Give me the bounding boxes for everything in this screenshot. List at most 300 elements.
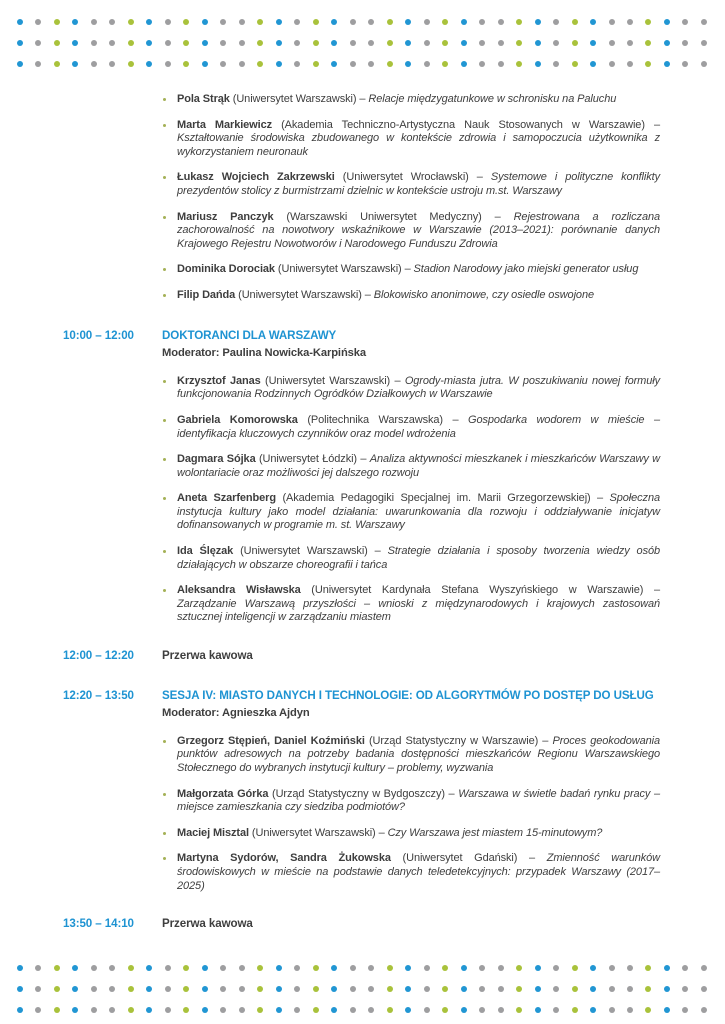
deco-dot-icon <box>645 1007 651 1013</box>
speaker-name: Aleksandra Wisławska <box>177 584 312 597</box>
speaker-name: Gabriela Komorowska <box>177 413 308 426</box>
deco-dot-icon <box>109 19 115 25</box>
speaker-affiliation: (Uniwersytet Warszawski) – <box>240 545 388 558</box>
dots-row <box>17 965 707 971</box>
talk-title: Kształtowanie środowiska zbudowanego w kontekście zdrowia i samopoczucia użytkownika z wykorzystaniem neuronauk <box>177 132 660 158</box>
talk-item <box>162 735 660 776</box>
bullet-icon <box>163 294 166 297</box>
dots-row <box>17 61 707 67</box>
talk-item <box>162 211 660 252</box>
deco-dot-icon <box>553 965 559 971</box>
deco-dot-icon <box>498 61 504 67</box>
section-body <box>162 917 660 931</box>
deco-dot-icon <box>498 19 504 25</box>
speaker-affiliation: (Politechnika Warszawska) – <box>307 413 469 426</box>
deco-dot-icon <box>239 1007 245 1013</box>
speaker-name: Marta Markiewicz <box>177 118 282 131</box>
deco-dot-icon <box>516 986 522 992</box>
speaker-name: Filip Dańda <box>177 288 239 301</box>
deco-dot-icon <box>461 986 467 992</box>
talk-text <box>177 735 660 776</box>
talk-item <box>162 827 660 841</box>
deco-dot-icon <box>664 61 670 67</box>
deco-dot-icon <box>553 986 559 992</box>
deco-dot-icon <box>424 19 430 25</box>
deco-dot-icon <box>627 40 633 46</box>
deco-dot-icon <box>553 19 559 25</box>
talk-item <box>162 788 660 815</box>
deco-dot-icon <box>516 61 522 67</box>
bullet-icon <box>163 497 166 500</box>
deco-dot-icon <box>368 965 374 971</box>
deco-dot-icon <box>627 61 633 67</box>
deco-dot-icon <box>331 19 337 25</box>
section-body <box>162 649 660 663</box>
deco-dot-icon <box>17 965 23 971</box>
talk-text <box>177 93 660 107</box>
deco-dot-icon <box>682 40 688 46</box>
deco-dot-icon <box>165 965 171 971</box>
deco-dot-icon <box>535 965 541 971</box>
bullet-icon <box>163 740 166 743</box>
deco-dot-icon <box>17 61 23 67</box>
deco-dot-icon <box>627 986 633 992</box>
talk-text <box>177 545 660 572</box>
speaker-name: Maciej Misztal <box>177 826 252 839</box>
talk-list <box>162 93 660 303</box>
deco-dot-icon <box>350 1007 356 1013</box>
deco-dot-icon <box>146 1007 152 1013</box>
deco-dot-icon <box>572 19 578 25</box>
deco-dot-icon <box>17 19 23 25</box>
dots-row <box>17 40 707 46</box>
deco-dot-icon <box>91 965 97 971</box>
deco-dot-icon <box>202 19 208 25</box>
deco-dot-icon <box>220 19 226 25</box>
deco-dot-icon <box>701 19 707 25</box>
time-label: 10:00 – 12:00 <box>63 328 134 342</box>
bullet-icon <box>163 176 166 179</box>
deco-dot-icon <box>313 1007 319 1013</box>
deco-dot-icon <box>202 965 208 971</box>
deco-dot-icon <box>331 965 337 971</box>
deco-dot-icon <box>202 40 208 46</box>
deco-dot-icon <box>109 40 115 46</box>
deco-dot-icon <box>35 965 41 971</box>
talk-item <box>162 263 660 277</box>
talk-title: Systemowe i polityczne konflikty prezydentów stolicy z burmistrzami dzielnic w kontekście ustroju m.st. Warszawy <box>177 171 660 197</box>
deco-dot-icon <box>405 61 411 67</box>
break-title: Przerwa kawowa <box>162 649 253 663</box>
deco-dot-icon <box>220 40 226 46</box>
deco-dot-icon <box>54 965 60 971</box>
deco-dot-icon <box>109 965 115 971</box>
deco-dot-icon <box>442 19 448 25</box>
talk-title: Rejestrowana a rozliczana zachorowalność na nowotwory wskaźnikowe w Warszawie (2013–2021): porównanie danych Krajowego Rejestru Nowotworów i Narodowego Funduszu Zdrowia <box>177 210 661 250</box>
deco-dot-icon <box>35 61 41 67</box>
deco-dot-icon <box>701 965 707 971</box>
deco-dot-icon <box>54 19 60 25</box>
speaker-name: Aneta Szarfenberg <box>177 492 283 505</box>
break-title: Przerwa kawowa <box>162 917 253 931</box>
deco-dot-icon <box>35 986 41 992</box>
deco-dot-icon <box>128 965 134 971</box>
deco-dot-icon <box>442 965 448 971</box>
deco-dot-icon <box>682 1007 688 1013</box>
deco-dot-icon <box>553 40 559 46</box>
bullet-icon <box>163 857 166 860</box>
talk-text <box>177 788 660 815</box>
deco-dot-icon <box>590 965 596 971</box>
deco-dot-icon <box>368 40 374 46</box>
deco-dot-icon <box>479 40 485 46</box>
deco-dot-icon <box>405 965 411 971</box>
deco-dot-icon <box>276 19 282 25</box>
deco-dot-icon <box>405 986 411 992</box>
speaker-name: Dominika Dorociak <box>177 263 278 276</box>
speaker-name: Pola Strąk <box>177 93 233 105</box>
deco-dot-icon <box>202 1007 208 1013</box>
deco-dot-icon <box>313 986 319 992</box>
talk-item <box>162 492 660 533</box>
deco-dot-icon <box>165 61 171 67</box>
deco-dot-icon <box>313 61 319 67</box>
deco-dot-icon <box>72 965 78 971</box>
deco-dot-icon <box>350 986 356 992</box>
time-label: 12:00 – 12:20 <box>63 649 134 663</box>
deco-dot-icon <box>479 1007 485 1013</box>
deco-dot-icon <box>294 1007 300 1013</box>
deco-dot-icon <box>609 40 615 46</box>
deco-dot-icon <box>590 986 596 992</box>
deco-dot-icon <box>72 19 78 25</box>
deco-dot-icon <box>350 40 356 46</box>
deco-dot-icon <box>535 19 541 25</box>
talk-list <box>162 375 660 625</box>
deco-dot-icon <box>183 965 189 971</box>
deco-dot-icon <box>239 40 245 46</box>
schedule-section <box>63 649 660 663</box>
time-label: 12:20 – 13:50 <box>63 688 134 702</box>
bullet-icon <box>163 124 166 127</box>
talk-item <box>162 414 660 441</box>
bullet-icon <box>163 98 166 101</box>
schedule-section <box>63 917 660 931</box>
bullet-icon <box>163 589 166 592</box>
talk-item <box>162 119 660 160</box>
deco-dot-icon <box>498 986 504 992</box>
deco-dot-icon <box>35 19 41 25</box>
deco-dot-icon <box>35 1007 41 1013</box>
bullet-icon <box>163 380 166 383</box>
deco-dot-icon <box>183 1007 189 1013</box>
speaker-name: Łukasz Wojciech Zakrzewski <box>177 171 343 184</box>
deco-dot-icon <box>313 965 319 971</box>
deco-dot-icon <box>535 1007 541 1013</box>
deco-dot-icon <box>183 40 189 46</box>
moderator-label: Moderator: Paulina Nowicka-Karpińska <box>162 347 367 360</box>
speaker-affiliation: (Uniwersytet Gdański) – <box>402 852 547 865</box>
deco-dot-icon <box>424 965 430 971</box>
deco-dot-icon <box>239 61 245 67</box>
deco-dot-icon <box>645 986 651 992</box>
deco-dot-icon <box>424 61 430 67</box>
speaker-name: Mariusz Panczyk <box>177 210 287 223</box>
deco-dot-icon <box>72 40 78 46</box>
deco-dot-icon <box>54 61 60 67</box>
deco-dot-icon <box>461 61 467 67</box>
deco-dot-icon <box>535 40 541 46</box>
deco-dot-icon <box>276 1007 282 1013</box>
deco-dot-icon <box>313 19 319 25</box>
deco-dot-icon <box>387 40 393 46</box>
deco-dot-icon <box>91 19 97 25</box>
deco-dot-icon <box>202 61 208 67</box>
section-body <box>162 93 660 303</box>
session-title: DOKTORANCI DLA WARSZAWY <box>162 328 337 342</box>
deco-dot-icon <box>682 19 688 25</box>
talk-text <box>177 263 660 277</box>
deco-dot-icon <box>479 965 485 971</box>
bullet-icon <box>163 550 166 553</box>
talk-item <box>162 171 660 198</box>
deco-dot-icon <box>368 986 374 992</box>
deco-dot-icon <box>701 40 707 46</box>
deco-dot-icon <box>442 1007 448 1013</box>
deco-dot-icon <box>442 61 448 67</box>
deco-dot-icon <box>405 40 411 46</box>
deco-dot-icon <box>257 61 263 67</box>
talk-text <box>177 584 660 625</box>
deco-dot-icon <box>183 986 189 992</box>
dots-row <box>17 1007 707 1013</box>
speaker-affiliation: (Uniwersytet Warszawski) – <box>251 826 388 839</box>
talk-title: Proces geokodowania punktów adresowych na potrzeby badania dostępności mieszkańców Regionu Warszawskiego Stołecznego do wybranych instytucji kultury – problemy, wyzwania <box>177 734 660 774</box>
talk-title: Zmienność warunków środowiskowych w mieście na podstawie danych teledetekcyjnych: przypadek Warszawy (2017–2025) <box>177 852 660 892</box>
deco-dot-icon <box>368 1007 374 1013</box>
deco-dot-icon <box>682 986 688 992</box>
talk-item <box>162 453 660 480</box>
bullet-icon <box>163 458 166 461</box>
deco-dot-icon <box>239 986 245 992</box>
speaker-name: Grzegorz Stępień, Daniel Koźmiński <box>177 734 369 747</box>
deco-dot-icon <box>424 986 430 992</box>
deco-dot-icon <box>128 1007 134 1013</box>
deco-dot-icon <box>664 40 670 46</box>
talk-item <box>162 584 660 625</box>
deco-dot-icon <box>146 40 152 46</box>
time-label <box>63 93 162 303</box>
deco-dot-icon <box>609 1007 615 1013</box>
deco-dot-icon <box>627 19 633 25</box>
deco-dot-icon <box>479 19 485 25</box>
deco-dot-icon <box>91 1007 97 1013</box>
talk-item <box>162 545 660 572</box>
deco-dot-icon <box>645 19 651 25</box>
speaker-name: Martyna Sydorów, Sandra Żukowska <box>177 852 403 865</box>
deco-dot-icon <box>91 986 97 992</box>
deco-dot-icon <box>664 19 670 25</box>
talk-title: Czy Warszawa jest miastem 15-minutowym? <box>387 826 603 839</box>
deco-dot-icon <box>590 61 596 67</box>
decorative-dots-bottom <box>17 965 707 1013</box>
talk-title: Blokowisko anonimowe, czy osiedle oswojone <box>373 288 594 301</box>
talk-item <box>162 852 660 893</box>
speaker-affiliation: (Uniwersytet Warszawski) – <box>265 374 405 387</box>
deco-dot-icon <box>609 965 615 971</box>
deco-dot-icon <box>220 986 226 992</box>
talk-title: Warszawa w świetle badań rynku pracy – miejsce zamieszkania czy siedziba podmiotów? <box>177 787 660 814</box>
deco-dot-icon <box>516 19 522 25</box>
deco-dot-icon <box>516 40 522 46</box>
deco-dot-icon <box>183 61 189 67</box>
talk-title: Analiza aktywności mieszkanek i mieszkańców Warszawy w wolontariacie oraz możliwości jej dalszego rozwoju <box>177 453 661 479</box>
deco-dot-icon <box>590 19 596 25</box>
deco-dot-icon <box>424 40 430 46</box>
deco-dot-icon <box>387 61 393 67</box>
deco-dot-icon <box>516 1007 522 1013</box>
deco-dot-icon <box>109 1007 115 1013</box>
deco-dot-icon <box>645 61 651 67</box>
deco-dot-icon <box>387 1007 393 1013</box>
deco-dot-icon <box>257 40 263 46</box>
talk-list <box>162 735 660 893</box>
deco-dot-icon <box>701 1007 707 1013</box>
deco-dot-icon <box>202 986 208 992</box>
deco-dot-icon <box>461 40 467 46</box>
talk-text <box>177 827 660 841</box>
talk-text <box>177 453 660 480</box>
deco-dot-icon <box>220 1007 226 1013</box>
deco-dot-icon <box>609 19 615 25</box>
deco-dot-icon <box>590 1007 596 1013</box>
deco-dot-icon <box>165 986 171 992</box>
talk-title: Ogrody-miasta jutra. W poszukiwaniu nowej formuły funkcjonowania Rodzinnych Ogródków Działkowych w Warszawie <box>177 374 660 401</box>
schedule-section <box>63 689 660 894</box>
talk-text <box>177 211 660 252</box>
bullet-icon <box>163 793 166 796</box>
deco-dot-icon <box>645 965 651 971</box>
deco-dot-icon <box>294 19 300 25</box>
deco-dot-icon <box>331 40 337 46</box>
time-label: 13:50 – 14:10 <box>63 917 134 931</box>
deco-dot-icon <box>276 40 282 46</box>
deco-dot-icon <box>368 19 374 25</box>
deco-dot-icon <box>146 61 152 67</box>
deco-dot-icon <box>331 1007 337 1013</box>
bullet-icon <box>163 832 166 835</box>
deco-dot-icon <box>664 986 670 992</box>
deco-dot-icon <box>572 1007 578 1013</box>
deco-dot-icon <box>313 40 319 46</box>
deco-dot-icon <box>350 19 356 25</box>
deco-dot-icon <box>590 40 596 46</box>
deco-dot-icon <box>572 965 578 971</box>
deco-dot-icon <box>54 40 60 46</box>
deco-dot-icon <box>17 986 23 992</box>
deco-dot-icon <box>424 1007 430 1013</box>
deco-dot-icon <box>294 61 300 67</box>
dots-row <box>17 986 707 992</box>
session-title: SESJA IV: MIASTO DANYCH I TECHNOLOGIE: OD ALGORYTMÓW PO DOSTĘP DO USŁUG <box>162 688 654 702</box>
deco-dot-icon <box>91 61 97 67</box>
deco-dot-icon <box>257 1007 263 1013</box>
deco-dot-icon <box>276 61 282 67</box>
deco-dot-icon <box>17 1007 23 1013</box>
speaker-name: Krzysztof Janas <box>177 374 265 387</box>
deco-dot-icon <box>220 965 226 971</box>
deco-dot-icon <box>682 965 688 971</box>
deco-dot-icon <box>535 986 541 992</box>
deco-dot-icon <box>35 40 41 46</box>
deco-dot-icon <box>609 986 615 992</box>
deco-dot-icon <box>128 61 134 67</box>
talk-title: Gospodarka wodorem w mieście – identyfikacja kluczowych czynników oraz model wdrożenia <box>177 413 660 440</box>
section-body <box>162 329 660 626</box>
deco-dot-icon <box>516 965 522 971</box>
deco-dot-icon <box>128 19 134 25</box>
section-body <box>162 689 660 894</box>
schedule-content <box>63 93 660 955</box>
deco-dot-icon <box>701 61 707 67</box>
deco-dot-icon <box>294 965 300 971</box>
deco-dot-icon <box>387 19 393 25</box>
dots-row <box>17 19 707 25</box>
deco-dot-icon <box>350 965 356 971</box>
deco-dot-icon <box>128 40 134 46</box>
talk-title: Zarządzanie Warszawą przyszłości – wnioski z międzynarodowych i krajowych zastosowań sztucznej inteligencji w zarządzaniu miastem <box>177 597 660 624</box>
bullet-icon <box>163 216 166 219</box>
deco-dot-icon <box>165 40 171 46</box>
deco-dot-icon <box>91 40 97 46</box>
deco-dot-icon <box>294 986 300 992</box>
deco-dot-icon <box>72 61 78 67</box>
deco-dot-icon <box>146 19 152 25</box>
talk-text <box>177 289 660 303</box>
talk-text <box>177 852 660 893</box>
deco-dot-icon <box>572 61 578 67</box>
schedule-section <box>63 93 660 303</box>
deco-dot-icon <box>331 61 337 67</box>
deco-dot-icon <box>387 986 393 992</box>
speaker-affiliation: (Uniwersytet Kardynała Stefana Wyszyńskiego w Warszawie) – <box>311 584 660 597</box>
speaker-affiliation: (Uniwersytet Warszawski) – <box>238 288 374 301</box>
talk-title: Społeczna instytucja kultury jako model działania: uwarunkowania dla rozwoju i oddziaływanie inicjatyw dofinansowanych w programie m. st. Warszawy <box>177 492 660 532</box>
deco-dot-icon <box>405 19 411 25</box>
deco-dot-icon <box>461 965 467 971</box>
deco-dot-icon <box>128 986 134 992</box>
deco-dot-icon <box>257 965 263 971</box>
deco-dot-icon <box>17 40 23 46</box>
speaker-affiliation: (Warszawski Uniwersytet Medyczny) – <box>286 210 514 223</box>
deco-dot-icon <box>54 986 60 992</box>
speaker-affiliation: (Uniwersytet Warszawski) – <box>277 263 414 276</box>
speaker-name: Ida Ślęzak <box>177 545 241 558</box>
deco-dot-icon <box>276 965 282 971</box>
deco-dot-icon <box>645 40 651 46</box>
deco-dot-icon <box>276 986 282 992</box>
deco-dot-icon <box>405 1007 411 1013</box>
talk-item <box>162 375 660 402</box>
talk-text <box>177 414 660 441</box>
talk-title: Strategie działania i sposoby tworzenia wiedzy osób działających w obszarze choreografii i tańca <box>177 545 660 571</box>
deco-dot-icon <box>387 965 393 971</box>
deco-dot-icon <box>72 1007 78 1013</box>
deco-dot-icon <box>535 61 541 67</box>
deco-dot-icon <box>498 40 504 46</box>
deco-dot-icon <box>331 986 337 992</box>
deco-dot-icon <box>627 965 633 971</box>
